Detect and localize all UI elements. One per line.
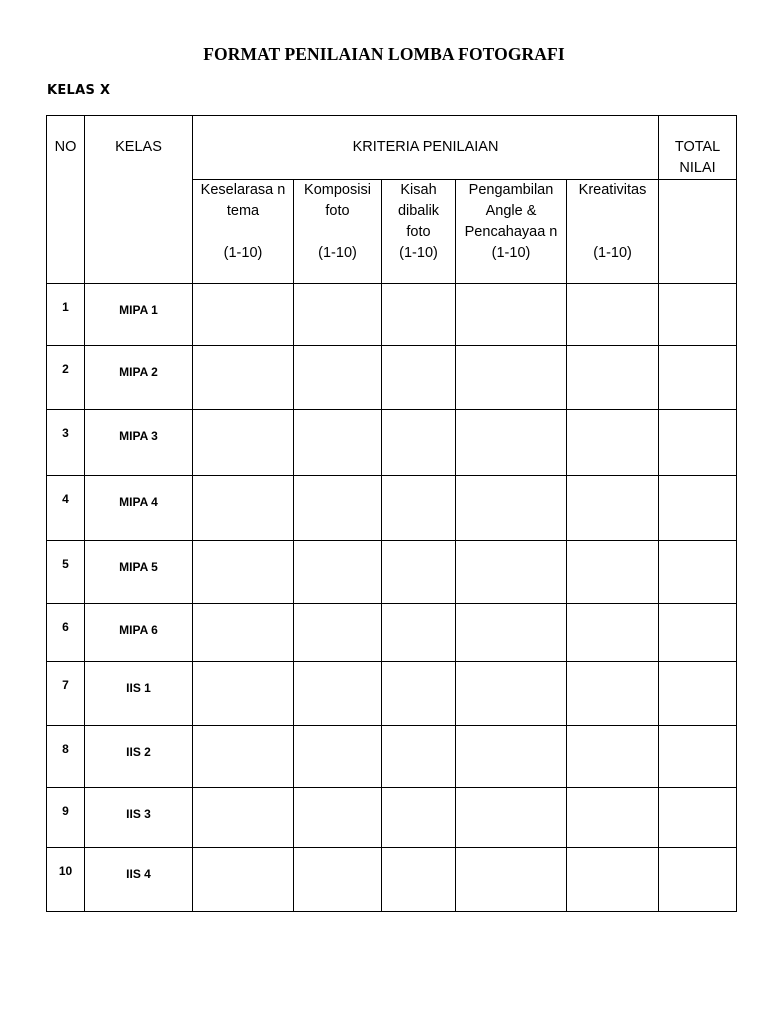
row-kelas: IIS 1: [85, 662, 193, 726]
criteria-range: (1-10): [399, 245, 438, 261]
score-kreativitas-cell[interactable]: [567, 410, 659, 476]
row-number: 8: [47, 726, 85, 788]
header-no: NO: [47, 116, 85, 284]
table-row: [47, 284, 737, 346]
header-kelas: KELAS: [85, 116, 193, 284]
class-subtitle: KELAS X: [47, 83, 111, 98]
score-komposisi-cell[interactable]: [294, 541, 382, 604]
row-kelas: MIPA 1: [85, 284, 193, 346]
row-kelas: MIPA 4: [85, 476, 193, 541]
row-kelas: IIS 3: [85, 788, 193, 848]
total-nilai-cell[interactable]: [659, 410, 737, 476]
score-kisah-cell[interactable]: [382, 604, 456, 662]
row-kelas: MIPA 5: [85, 541, 193, 604]
score-pengambilan-cell[interactable]: [456, 410, 567, 476]
total-nilai-cell[interactable]: [659, 788, 737, 848]
row-number: 9: [47, 788, 85, 848]
criteria-header-cell: [456, 180, 567, 284]
score-keselarasan-cell[interactable]: [193, 788, 294, 848]
criteria-range: (1-10): [318, 245, 357, 261]
score-keselarasan-cell[interactable]: [193, 662, 294, 726]
table-row: [47, 541, 737, 604]
criteria-header-cell: [567, 180, 659, 284]
score-kisah-cell[interactable]: [382, 346, 456, 410]
assessment-table: [46, 115, 737, 912]
score-keselarasan-cell[interactable]: [193, 476, 294, 541]
table-row: [47, 410, 737, 476]
criteria-name: Kisah dibalik foto: [397, 182, 440, 240]
score-kisah-cell[interactable]: [382, 662, 456, 726]
total-nilai-cell[interactable]: [659, 541, 737, 604]
score-kreativitas-cell[interactable]: [567, 726, 659, 788]
score-pengambilan-cell[interactable]: [456, 604, 567, 662]
row-number: 4: [47, 476, 85, 541]
row-kelas: IIS 2: [85, 726, 193, 788]
row-kelas: MIPA 6: [85, 604, 193, 662]
score-komposisi-cell[interactable]: [294, 410, 382, 476]
total-nilai-cell[interactable]: [659, 476, 737, 541]
criteria-range: (1-10): [593, 245, 632, 261]
score-pengambilan-cell[interactable]: [456, 346, 567, 410]
score-komposisi-cell[interactable]: [294, 726, 382, 788]
score-pengambilan-cell[interactable]: [456, 476, 567, 541]
score-keselarasan-cell[interactable]: [193, 848, 294, 912]
total-nilai-cell[interactable]: [659, 726, 737, 788]
score-kreativitas-cell[interactable]: [567, 788, 659, 848]
table-row: [47, 346, 737, 410]
score-komposisi-cell[interactable]: [294, 346, 382, 410]
row-number: 3: [47, 410, 85, 476]
score-pengambilan-cell[interactable]: [456, 726, 567, 788]
header-row-top: [47, 116, 737, 180]
score-kreativitas-cell[interactable]: [567, 848, 659, 912]
total-nilai-cell[interactable]: [659, 346, 737, 410]
header-kriteria: KRITERIA PENILAIAN: [193, 116, 659, 180]
score-keselarasan-cell[interactable]: [193, 346, 294, 410]
table-row: [47, 726, 737, 788]
score-keselarasan-cell[interactable]: [193, 410, 294, 476]
score-kisah-cell[interactable]: [382, 541, 456, 604]
score-komposisi-cell[interactable]: [294, 604, 382, 662]
score-keselarasan-cell[interactable]: [193, 541, 294, 604]
score-komposisi-cell[interactable]: [294, 284, 382, 346]
criteria-name: Komposisi foto: [304, 182, 371, 219]
table-row: [47, 662, 737, 726]
score-kisah-cell[interactable]: [382, 410, 456, 476]
criteria-range: (1-10): [491, 245, 531, 261]
row-number: 10: [47, 848, 85, 912]
total-nilai-cell[interactable]: [659, 848, 737, 912]
score-komposisi-cell[interactable]: [294, 476, 382, 541]
score-kreativitas-cell[interactable]: [567, 604, 659, 662]
criteria-header-cell: [193, 180, 294, 284]
score-komposisi-cell[interactable]: [294, 788, 382, 848]
row-kelas: IIS 4: [85, 848, 193, 912]
score-pengambilan-cell[interactable]: [456, 788, 567, 848]
score-kisah-cell[interactable]: [382, 284, 456, 346]
score-kreativitas-cell[interactable]: [567, 476, 659, 541]
score-kisah-cell[interactable]: [382, 848, 456, 912]
criteria-header-cell: [294, 180, 382, 284]
score-keselarasan-cell[interactable]: [193, 284, 294, 346]
score-kreativitas-cell[interactable]: [567, 284, 659, 346]
score-kisah-cell[interactable]: [382, 726, 456, 788]
document-title: FORMAT PENILAIAN LOMBA FOTOGRAFI: [203, 44, 565, 64]
score-keselarasan-cell[interactable]: [193, 726, 294, 788]
row-number: 5: [47, 541, 85, 604]
criteria-name: Kreativitas: [578, 182, 647, 198]
row-number: 2: [47, 346, 85, 410]
score-kisah-cell[interactable]: [382, 788, 456, 848]
header-total: TOTAL NILAI: [659, 116, 737, 180]
total-header-empty-cell: [659, 180, 737, 284]
total-nilai-cell[interactable]: [659, 284, 737, 346]
score-kisah-cell[interactable]: [382, 476, 456, 541]
score-pengambilan-cell[interactable]: [456, 284, 567, 346]
criteria-range: (1-10): [223, 245, 263, 261]
row-kelas: MIPA 2: [85, 346, 193, 410]
score-pengambilan-cell[interactable]: [456, 662, 567, 726]
total-nilai-cell[interactable]: [659, 604, 737, 662]
score-pengambilan-cell[interactable]: [456, 541, 567, 604]
criteria-name: Pengambilan Angle & Pencahayaa n: [464, 182, 558, 240]
criteria-name: Keselarasa n tema: [200, 182, 286, 219]
row-number: 7: [47, 662, 85, 726]
criteria-header-cell: [382, 180, 456, 284]
row-kelas: MIPA 3: [85, 410, 193, 476]
score-pengambilan-cell[interactable]: [456, 848, 567, 912]
score-keselarasan-cell[interactable]: [193, 604, 294, 662]
score-komposisi-cell[interactable]: [294, 848, 382, 912]
score-komposisi-cell[interactable]: [294, 662, 382, 726]
table-row: [47, 788, 737, 848]
table-row: [47, 604, 737, 662]
table-body: [47, 284, 737, 912]
row-number: 6: [47, 604, 85, 662]
table-row: [47, 476, 737, 541]
table-row: [47, 848, 737, 912]
score-kreativitas-cell[interactable]: [567, 346, 659, 410]
total-nilai-cell[interactable]: [659, 662, 737, 726]
score-kreativitas-cell[interactable]: [567, 541, 659, 604]
row-number: 1: [47, 284, 85, 346]
score-kreativitas-cell[interactable]: [567, 662, 659, 726]
